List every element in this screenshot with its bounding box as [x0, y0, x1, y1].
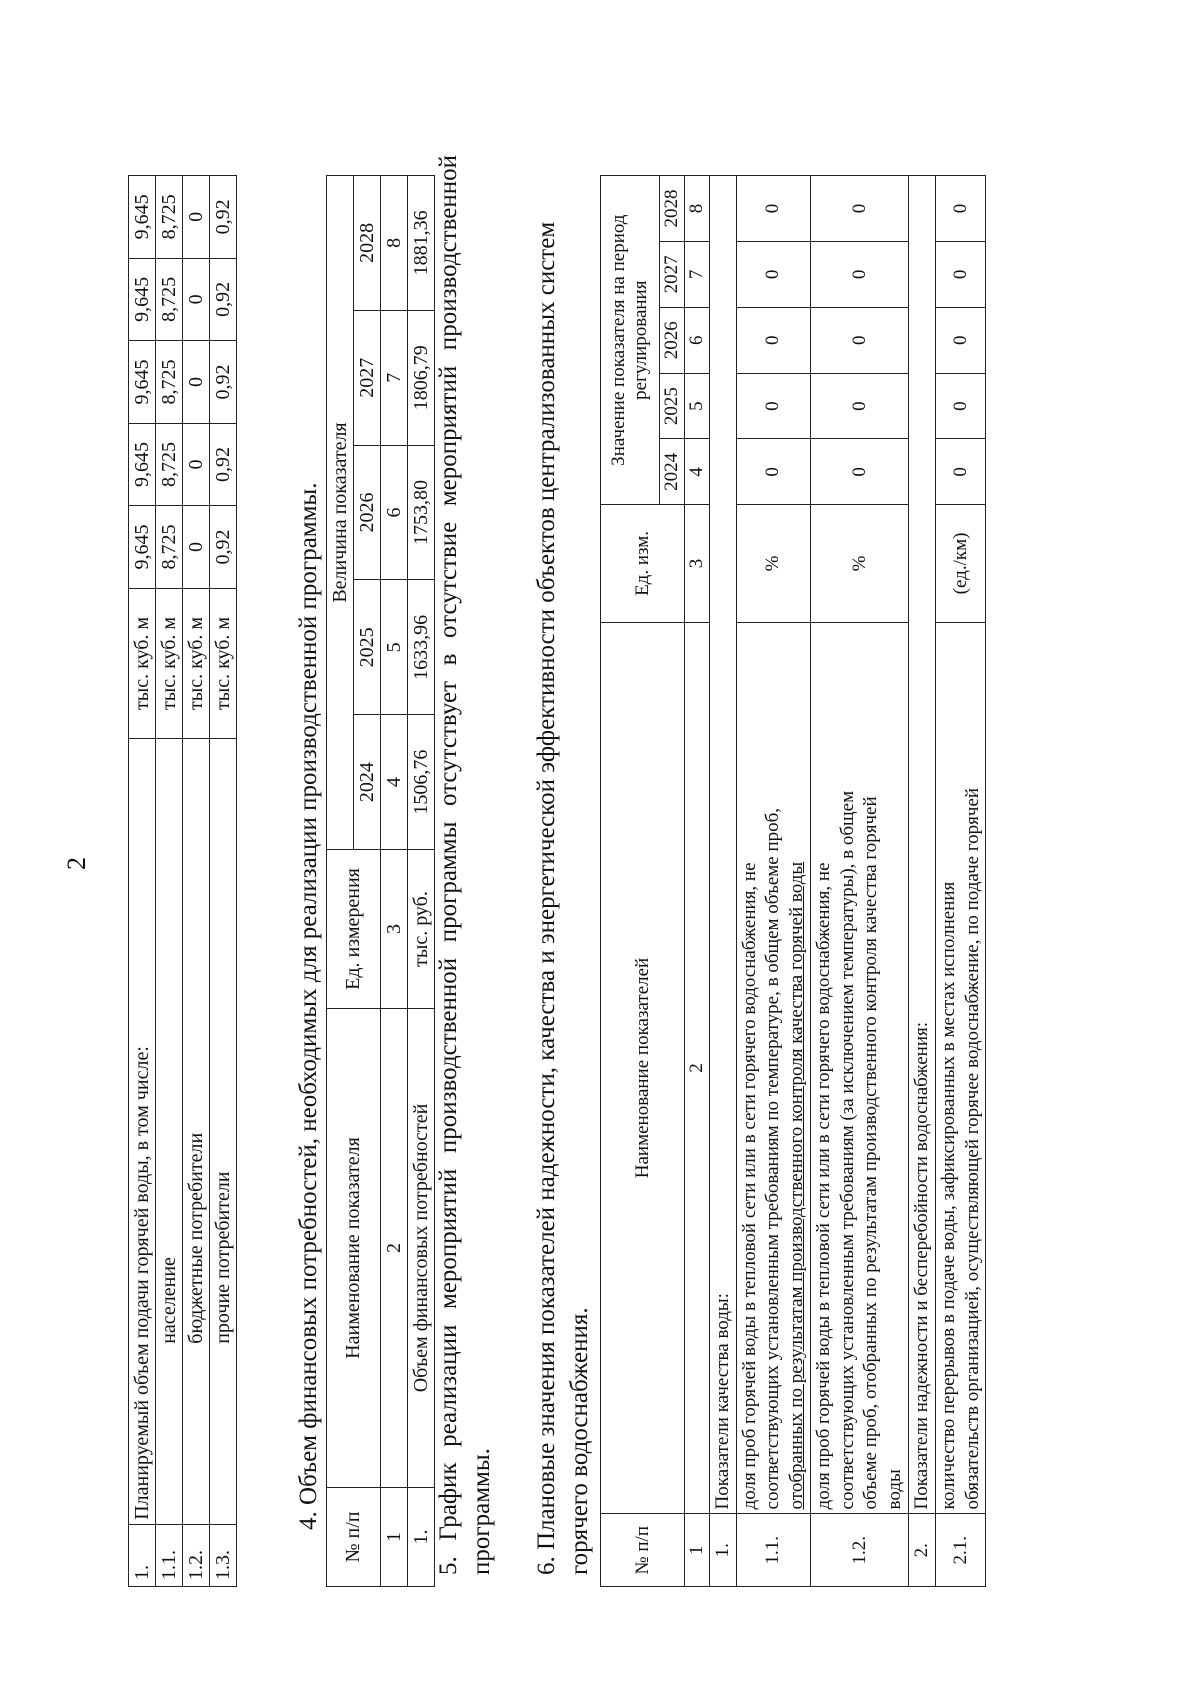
row-name-line: обязательств организацией, осуществляющей горячее водоснабжение, по подаче горячей	[961, 787, 983, 1510]
value-2027: 8,725	[156, 258, 183, 341]
row-unit: тыс. куб. м	[210, 588, 237, 738]
financial-needs-table	[326, 175, 435, 1587]
value-2025: 0	[736, 373, 810, 439]
table-header-row	[327, 176, 354, 1587]
row-name: Планируемый объем подачи горячей воды, в том числе:	[129, 739, 156, 1525]
index-cell: 2	[684, 622, 709, 1514]
value-2028: 0	[935, 176, 986, 242]
row-name-line: доля проб горячей воды в тепловой сети или в сети горячего водоснабжения, не	[738, 862, 760, 1510]
value-2027: 0	[183, 258, 210, 341]
header-year-2026: 2026	[660, 307, 685, 373]
table-row	[156, 176, 183, 1587]
row-name: население	[156, 739, 183, 1525]
value-2026: 9,645	[129, 341, 156, 424]
value-2025: 0,92	[210, 423, 237, 506]
row-name-line: объеме проб, отобранных по результатам производственного контроля качества горячей	[860, 796, 882, 1510]
row-name: прочие потребители	[210, 739, 237, 1525]
value-2024: 0	[736, 439, 810, 505]
value-2025: 0	[810, 373, 908, 439]
row-number: 1.1.	[736, 1514, 810, 1587]
value-2024: 9,645	[129, 506, 156, 589]
table-row	[129, 176, 156, 1587]
value-2028: 0,92	[210, 176, 237, 259]
header-year-2026: 2026	[354, 445, 381, 580]
header-year-2024: 2024	[660, 439, 685, 505]
header-value-group: Величина показателя	[327, 176, 354, 850]
indicators-table	[600, 175, 986, 1587]
table-header-row	[601, 176, 660, 1587]
row-name-line: воды	[884, 1469, 906, 1510]
page-number: 2	[62, 857, 91, 870]
row-unit: %	[736, 505, 810, 622]
row-number: 1.2.	[810, 1514, 908, 1587]
value-2025: 9,645	[129, 423, 156, 506]
index-cell: 5	[381, 580, 408, 715]
header-number: № п/п	[601, 1514, 685, 1587]
hot-water-volume-table	[128, 175, 237, 1587]
header-year-2024: 2024	[354, 715, 381, 850]
value-2026: 0,92	[210, 341, 237, 424]
value-2028: 0	[810, 176, 908, 242]
value-2028: 8,725	[156, 176, 183, 259]
value-2026: 0	[736, 307, 810, 373]
header-year-2025: 2025	[660, 373, 685, 439]
section-4-heading: 4. Объем финансовых потребностей, необходимых для реализации производственной программы.	[295, 482, 322, 1530]
row-name-line: доля проб горячей воды в тепловой сети или в сети горячего водоснабжения, не	[812, 862, 834, 1510]
table-group-row	[908, 176, 935, 1587]
row-name: Объем финансовых потребностей	[408, 1009, 435, 1488]
index-cell: 3	[381, 850, 408, 1009]
row-name	[810, 622, 908, 1514]
value-2024: 0,92	[210, 506, 237, 589]
row-number: 1.3.	[210, 1524, 237, 1586]
header-year-2028: 2028	[354, 176, 381, 311]
group-title: Показатели надежности и бесперебойности водоснабжения:	[908, 176, 935, 1514]
row-name-line: соответствующих установленным требованиям (за исключением температуры), в общем	[836, 790, 858, 1510]
row-unit: %	[810, 505, 908, 622]
row-unit: тыс. куб. м	[156, 588, 183, 738]
row-unit: тыс. руб.	[408, 850, 435, 1009]
value-2026: 0	[183, 341, 210, 424]
index-cell: 8	[381, 176, 408, 311]
index-cell: 5	[684, 373, 709, 439]
value-2026: 0	[935, 307, 986, 373]
table-index-row	[684, 176, 709, 1587]
row-number: 1.1.	[156, 1524, 183, 1586]
table-row	[935, 176, 986, 1587]
value-2025: 8,725	[156, 423, 183, 506]
value-2024: 0	[810, 439, 908, 505]
row-name	[935, 622, 986, 1514]
value-2024: 0	[183, 506, 210, 589]
header-number: № п/п	[327, 1488, 381, 1587]
section-6-heading: 6. Плановые значения показателей надежности, качества и энергетической эффективности объектов централизованных систем горячего водоснабжения.	[533, 221, 593, 1575]
value-2026: 0	[810, 307, 908, 373]
group-title: Показатели качества воды:	[709, 176, 736, 1514]
header-name: Наименование показателя	[327, 1009, 381, 1488]
table-group-row	[709, 176, 736, 1587]
section-5-heading: 5. График реализации мероприятий производственной программы отсутствует в отсутствие мероприятий производственной программы.	[435, 155, 495, 1575]
table-row	[810, 176, 908, 1587]
value-2025: 0	[183, 423, 210, 506]
value-2024: 8,725	[156, 506, 183, 589]
table-index-row	[381, 176, 408, 1587]
index-cell: 7	[684, 241, 709, 307]
header-unit: Ед. изм.	[601, 505, 685, 622]
value-2025: 1633,96	[408, 580, 435, 715]
row-unit: тыс. куб. м	[129, 588, 156, 738]
value-2027: 0	[736, 241, 810, 307]
value-2028: 9,645	[129, 176, 156, 259]
row-number: 2.1.	[935, 1514, 986, 1587]
row-number: 1.	[408, 1488, 435, 1587]
value-2027: 9,645	[129, 258, 156, 341]
index-cell: 1	[381, 1488, 408, 1587]
index-cell: 6	[381, 445, 408, 580]
header-name: Наименование показателей	[601, 622, 685, 1514]
value-2025: 0	[935, 373, 986, 439]
index-cell: 6	[684, 307, 709, 373]
value-2028: 0	[183, 176, 210, 259]
value-2028: 1881,36	[408, 176, 435, 311]
header-year-2027: 2027	[660, 241, 685, 307]
value-2026: 1753,80	[408, 445, 435, 580]
value-2027: 0	[935, 241, 986, 307]
value-2024: 1506,76	[408, 715, 435, 850]
row-name-line: отобранных по результатам производственного контроля качества горячей воды	[786, 861, 808, 1510]
index-cell: 2	[381, 1009, 408, 1488]
header-year-2028: 2028	[660, 176, 685, 242]
row-number: 2.	[908, 1514, 935, 1587]
table-row	[183, 176, 210, 1587]
row-name-line: соответствующих установленным требованиям по температуре, в общем объеме проб,	[762, 807, 784, 1510]
index-cell: 7	[381, 310, 408, 445]
row-name: бюджетные потребители	[183, 739, 210, 1525]
row-name-line: количество перерывов в подаче воды, зафиксированных в местах исполнения	[937, 881, 959, 1510]
header-value-group: Значение показателя на период регулирования	[601, 176, 660, 505]
header-year-2025: 2025	[354, 580, 381, 715]
row-number: 1.	[709, 1514, 736, 1587]
row-number: 1.2.	[183, 1524, 210, 1586]
value-2026: 8,725	[156, 341, 183, 424]
header-year-2027: 2027	[354, 310, 381, 445]
index-cell: 4	[684, 439, 709, 505]
table-row	[736, 176, 810, 1587]
index-cell: 3	[684, 505, 709, 622]
index-cell: 8	[684, 176, 709, 242]
value-2024: 0	[935, 439, 986, 505]
value-2027: 0	[810, 241, 908, 307]
index-cell: 1	[684, 1514, 709, 1587]
value-2027: 1806,79	[408, 310, 435, 445]
value-2027: 0,92	[210, 258, 237, 341]
row-name	[736, 622, 810, 1514]
row-number: 1.	[129, 1524, 156, 1586]
index-cell: 4	[381, 715, 408, 850]
table-row	[408, 176, 435, 1587]
row-unit: (ед./км)	[935, 505, 986, 622]
row-unit: тыс. куб. м	[183, 588, 210, 738]
header-unit: Ед. измерения	[327, 850, 381, 1009]
table-row	[210, 176, 237, 1587]
value-2028: 0	[736, 176, 810, 242]
